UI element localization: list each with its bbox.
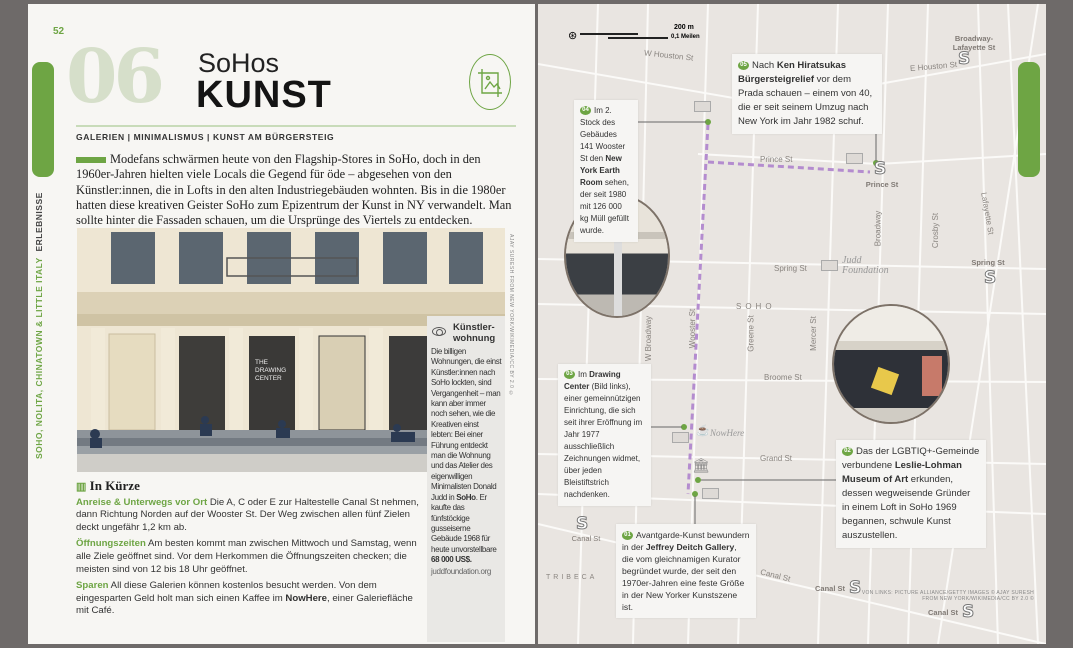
stop-number: 01 xyxy=(622,531,633,540)
section-tag: ERLEBNISSE xyxy=(34,192,44,252)
callout-bold: Jeffrey Deitch Gallery xyxy=(645,542,735,552)
in-kuerze-heading xyxy=(76,480,426,494)
callout-text: Nach xyxy=(752,60,777,71)
in-kuerze-title: In Kürze xyxy=(89,478,140,493)
subway-icon: S xyxy=(984,268,997,288)
sidebar-link[interactable]: juddfoundation.org xyxy=(431,566,491,576)
intro-text: Modefans schwärmen heute von den Flagship-Stores in SoHo, doch in den 1960er-Jahren hielten viele Locals die Gegend für öde – abgesehen von den Künstler:innen, die in Lofts in den alten Industriegebäuden wohnten. Bis in die 1980er hatten diese kreativen Geister SoHo zum Epizentrum der Kunst in NY verwandelt. Man sollte hinter die Fassaden schauen, um die Ursprünge des Viertels zu entdecken. xyxy=(76,152,512,228)
sidebar-text-1: Die billigen Wohnungen, die einst Künstler:innen nach SoHo lockten, sind Vergangenheit – man kann aber immer noch sehen, wie die Kreativen einst lebten: Bei einer Führung entdeckt man die Wohnung und das Atelier des eigenwilligen Minimalisten Donald Judd in xyxy=(431,347,502,502)
sidebar-bold-1: SoHo xyxy=(456,492,476,502)
callout-text: sehen, der seit 1980 mit 126 000 kg Müll gefüllt wurde. xyxy=(580,178,629,235)
street-label: Spring St xyxy=(774,264,807,273)
callout-05 xyxy=(732,54,882,134)
map-page xyxy=(538,4,1046,644)
poi-nowhere[interactable]: NowHere xyxy=(710,428,745,438)
station-label: Spring St xyxy=(971,258,1005,267)
callout-02 xyxy=(836,440,986,548)
kurz-label: Sparen xyxy=(76,580,109,592)
callout-bold: New York Earth Room xyxy=(580,154,622,187)
street-label: Broadway xyxy=(873,210,883,247)
sidebar-kuenstlerwohnung xyxy=(427,316,505,642)
kurz-item xyxy=(76,580,426,618)
street-label: Grand St xyxy=(760,454,793,463)
section-vertical-label xyxy=(34,192,44,459)
stop-number: 03 xyxy=(564,370,575,379)
kurz-item xyxy=(76,497,426,535)
compass-icon: ⊛ xyxy=(568,30,578,42)
photo-credit: AJAY SURESH FROM NEW YORK/WIKIMEDIA/CC BY 2.0 © xyxy=(508,234,514,397)
gallery-icon xyxy=(694,101,711,112)
in-kuerze-box xyxy=(76,480,426,622)
callout-bold: Leslie-Lohman Museum of Art xyxy=(842,460,962,485)
street-label: Lafayette St xyxy=(979,191,996,236)
street-label: W Broadway xyxy=(644,315,654,362)
street-label: E Houston St xyxy=(909,59,958,74)
scale-miles: 0,1 Meilen xyxy=(671,34,700,40)
stop-number: 04 xyxy=(580,106,591,115)
callout-text: Im 2. Stock des Gebäudes 141 Wooster St den xyxy=(580,106,626,163)
area-tribeca: TRIBECA xyxy=(546,574,598,581)
station-label: Prince St xyxy=(865,180,899,189)
museum-icon: 🏛 xyxy=(692,457,710,473)
photo-sign: THE DRAWING CENTER xyxy=(255,359,287,382)
street-label: Crosby St xyxy=(931,212,941,249)
callout-text: Das der LGBTIQ+-Gemeinde verbundene xyxy=(842,446,980,471)
intro-bar xyxy=(76,157,106,163)
kurz-label: Öffnungszeiten xyxy=(76,538,146,550)
intro-paragraph xyxy=(76,152,518,228)
street-label: Greene St xyxy=(746,315,756,352)
callout-text: Avantgarde-Kunst bewundern in der xyxy=(622,530,750,552)
kurz-label: Anreise & Unterwegs vor Ort xyxy=(76,496,208,508)
sidebar-text xyxy=(431,347,502,566)
chapter-number: 06 xyxy=(66,34,161,120)
street-label: Broome St xyxy=(764,373,802,382)
kurz-text: Am besten kommt man zwischen Mittwoch und Samstag, wenn alle Ziele geöffnet sind. Vor dem Herkommen die Öffnungszeiten checken; die meisten sind von 12 bis 18 Uhr geöffnet. xyxy=(76,538,417,575)
callout-04 xyxy=(574,100,638,242)
kurz-text: All diese Galerien können kostenlos besucht werden. Von dem eingesparten Geld holt man sich einen Kaffee im xyxy=(76,580,377,604)
kurz-bold: NowHere xyxy=(285,592,328,604)
art-frame-icon xyxy=(469,54,511,110)
street-label: Mercer St xyxy=(808,316,818,351)
street-label: Canal St xyxy=(759,567,792,584)
sidebar-title: Künstler-wohnung xyxy=(453,322,496,344)
map-photo-credit: VON LINKS: PICTURE ALLIANCE/GETTY IMAGES © AJAY SURESH FROM NEW YORK/WIKIMEDIA/CC BY 2.0 © xyxy=(861,590,1034,602)
section-name: SOHO, NOLITA, CHINATOWN & LITTLE ITALY xyxy=(34,257,44,459)
scale-meters: 200 m xyxy=(674,24,694,31)
station-label: Canal St xyxy=(814,584,845,593)
kurz-text: , einer Galeriefläche mit Café. xyxy=(76,592,413,617)
sidebar-bold-2: 68 000 US$. xyxy=(431,555,472,565)
gallery-icon xyxy=(672,432,689,443)
title-line-2: KUNST xyxy=(196,74,332,116)
subway-icon: S xyxy=(874,159,887,179)
stop-number: 05 xyxy=(738,61,749,70)
page-number: 52 xyxy=(53,26,65,37)
chapter-tab xyxy=(32,62,54,177)
subway-icon: S xyxy=(958,49,971,69)
cafe-icon: ☕ xyxy=(696,425,710,437)
area-soho: SOHO xyxy=(736,302,776,311)
chapter-tab-right xyxy=(1018,62,1040,177)
street-label: Prince St xyxy=(760,155,793,164)
title-rule xyxy=(76,125,516,127)
callout-text: Im xyxy=(578,370,590,379)
callout-text: , die vom gleichnamigen Kurator begründet wurde, der seit den 1970er-Jahren eine feste Größe in der New Yorker Kunstszene ist. xyxy=(622,542,745,612)
sidebar-text-2: . Er kaufte das fünfstöckige gusseiserne Gebäude 1968 für heute unvorstellbare xyxy=(431,492,497,554)
callout-bold: Drawing Center xyxy=(564,370,621,391)
street-label: W Houston St xyxy=(643,48,694,63)
kurz-item xyxy=(76,538,426,576)
callout-03 xyxy=(558,364,651,506)
callout-text: vor dem Prada schauen – einem von 40, die er seit seinem Umzug nach New York im Jahr 1982 schuf. xyxy=(738,74,873,127)
kurz-text: Die A, C oder E zur Haltestelle Canal St nehmen, dann Richtung Norden auf der Wooster St. Der Weg zwischen allen fünf Zielen deckt ungefähr 1,2 km ab. xyxy=(76,496,419,533)
gallery-icon xyxy=(846,153,863,164)
map-icon: ▥ xyxy=(76,481,87,493)
callout-01 xyxy=(616,524,756,618)
gallery-icon xyxy=(702,488,719,499)
title-line-1: SoHos xyxy=(198,48,280,78)
station-label: Canal St xyxy=(927,608,958,617)
callout-text: erkunden, dessen wegweisende Gründer in einem Loft in SoHo 1969 begannen, schwule Kunst auszustellen. xyxy=(842,474,971,541)
station-label: Canal St xyxy=(571,534,601,543)
subway-icon: S xyxy=(576,514,589,534)
station-label: Broadway-Lafayette St xyxy=(952,34,996,52)
subway-icon: S xyxy=(962,602,975,622)
poi-judd-foundation[interactable]: Judd Foundation xyxy=(842,255,889,276)
callout-bold: Ken Hiratsukas Bürgersteigrelief xyxy=(738,60,846,85)
kicker: GALERIEN | MINIMALISMUS | KUNST AM BÜRGERSTEIG xyxy=(76,132,335,142)
stop-number: 02 xyxy=(842,447,853,456)
leslie-lohman-inset-photo xyxy=(832,304,950,424)
left-page xyxy=(28,4,535,644)
street-label: Wooster St xyxy=(688,308,698,349)
callout-text: (Bild links), einer gemeinnützigen Einrichtung, die sich seit ihrer Eröffnung im Jahr 1977 ausschließlich Zeichnungen widmet, über jeden Bleistiftstrich nachdenken. xyxy=(564,382,643,499)
subway-icon: S xyxy=(849,578,862,598)
gallery-icon xyxy=(821,260,838,271)
eye-icon xyxy=(432,327,446,336)
